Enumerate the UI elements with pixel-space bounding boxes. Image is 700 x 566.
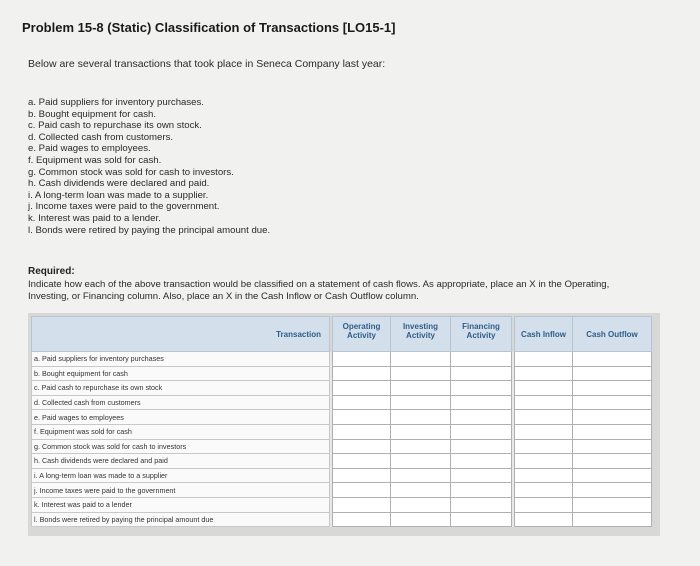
financing-input[interactable] [451, 512, 512, 527]
list-item: l. Bonds were retired by paying the principal amount due. [28, 224, 271, 236]
classification-table-container [28, 313, 660, 536]
cash-outflow-input[interactable] [573, 497, 652, 512]
cash-inflow-input[interactable] [515, 424, 573, 439]
header-operating: Operating Activity [333, 317, 391, 352]
investing-input[interactable] [391, 395, 451, 410]
cash-inflow-input[interactable] [515, 512, 573, 527]
financing-input[interactable] [451, 439, 512, 454]
investing-input[interactable] [391, 512, 451, 527]
financing-input[interactable] [451, 410, 512, 425]
cash-inflow-input[interactable] [515, 454, 573, 469]
list-item: a. Paid suppliers for inventory purchases. [28, 97, 204, 108]
financing-input[interactable] [451, 366, 512, 381]
list-item: h. Cash dividends were declared and paid. [28, 178, 210, 190]
transaction-label: e. Paid wages to employees [32, 410, 330, 425]
operating-input[interactable] [333, 454, 391, 469]
table-row [32, 424, 652, 439]
header-transaction: Transaction [32, 317, 330, 352]
transaction-list [28, 97, 270, 236]
problem-title: Problem 15-8 (Static) Classification of Transactions [LO15-1] [22, 20, 396, 35]
investing-input[interactable] [391, 366, 451, 381]
operating-input[interactable] [333, 512, 391, 527]
header-cash-inflow: Cash Inflow [515, 317, 573, 352]
cash-outflow-input[interactable] [573, 468, 652, 483]
cash-inflow-input[interactable] [515, 381, 573, 396]
list-item: b. Bought equipment for cash. [28, 108, 156, 120]
classification-table [31, 316, 652, 527]
list-item: i. A long-term loan was made to a supplier. [28, 189, 209, 201]
table-row [32, 439, 652, 454]
cash-outflow-input[interactable] [573, 381, 652, 396]
operating-input[interactable] [333, 352, 391, 367]
financing-input[interactable] [451, 483, 512, 498]
operating-input[interactable] [333, 497, 391, 512]
operating-input[interactable] [333, 410, 391, 425]
investing-input[interactable] [391, 468, 451, 483]
list-item: c. Paid cash to repurchase its own stock. [28, 120, 202, 132]
required-label: Required: [28, 266, 75, 277]
list-item: d. Collected cash from customers. [28, 131, 174, 143]
table-header-row [32, 317, 652, 352]
operating-input[interactable] [333, 366, 391, 381]
financing-input[interactable] [451, 395, 512, 410]
investing-input[interactable] [391, 497, 451, 512]
operating-input[interactable] [333, 395, 391, 410]
cash-inflow-input[interactable] [515, 439, 573, 454]
operating-input[interactable] [333, 424, 391, 439]
table-row [32, 395, 652, 410]
list-item: e. Paid wages to employees. [28, 143, 151, 155]
operating-input[interactable] [333, 483, 391, 498]
cash-outflow-input[interactable] [573, 483, 652, 498]
cash-outflow-input[interactable] [573, 410, 652, 425]
intro-text: Below are several transactions that took place in Seneca Company last year: [28, 58, 386, 70]
transaction-label: c. Paid cash to repurchase its own stock [32, 381, 330, 396]
investing-input[interactable] [391, 424, 451, 439]
financing-input[interactable] [451, 468, 512, 483]
table-row [32, 454, 652, 469]
financing-input[interactable] [451, 497, 512, 512]
instructions-text: Indicate how each of the above transaction would be classified on a statement of cash flows. As appropriate, place an X in the Operating, Investing, or Financing column. Also, place an X in the Cash Inflow or Cash Outflow column. [28, 279, 610, 302]
header-financing: Financing Activity [451, 317, 512, 352]
financing-input[interactable] [451, 381, 512, 396]
cash-inflow-input[interactable] [515, 497, 573, 512]
cash-outflow-input[interactable] [573, 512, 652, 527]
table-row [32, 352, 652, 367]
table-row [32, 366, 652, 381]
cash-outflow-input[interactable] [573, 454, 652, 469]
transaction-label: b. Bought equipment for cash [32, 366, 330, 381]
list-item: g. Common stock was sold for cash to investors. [28, 166, 234, 178]
investing-input[interactable] [391, 381, 451, 396]
cash-outflow-input[interactable] [573, 424, 652, 439]
investing-input[interactable] [391, 454, 451, 469]
transaction-label: g. Common stock was sold for cash to investors [32, 439, 330, 454]
financing-input[interactable] [451, 424, 512, 439]
cash-outflow-input[interactable] [573, 366, 652, 381]
transaction-label: f. Equipment was sold for cash [32, 424, 330, 439]
cash-inflow-input[interactable] [515, 468, 573, 483]
cash-inflow-input[interactable] [515, 410, 573, 425]
cash-inflow-input[interactable] [515, 352, 573, 367]
financing-input[interactable] [451, 454, 512, 469]
investing-input[interactable] [391, 352, 451, 367]
table-row [32, 512, 652, 527]
table-row [32, 497, 652, 512]
transaction-label: h. Cash dividends were declared and paid [32, 454, 330, 469]
list-item: k. Interest was paid to a lender. [28, 212, 161, 224]
header-investing: Investing Activity [391, 317, 451, 352]
operating-input[interactable] [333, 468, 391, 483]
cash-outflow-input[interactable] [573, 439, 652, 454]
financing-input[interactable] [451, 352, 512, 367]
operating-input[interactable] [333, 381, 391, 396]
cash-outflow-input[interactable] [573, 352, 652, 367]
investing-input[interactable] [391, 439, 451, 454]
cash-inflow-input[interactable] [515, 395, 573, 410]
investing-input[interactable] [391, 410, 451, 425]
table-row [32, 483, 652, 498]
cash-inflow-input[interactable] [515, 366, 573, 381]
table-row [32, 381, 652, 396]
cash-outflow-input[interactable] [573, 395, 652, 410]
transaction-label: j. Income taxes were paid to the government [32, 483, 330, 498]
list-item: f. Equipment was sold for cash. [28, 154, 162, 166]
investing-input[interactable] [391, 483, 451, 498]
table-row [32, 410, 652, 425]
operating-input[interactable] [333, 439, 391, 454]
table-row [32, 468, 652, 483]
list-item: j. Income taxes were paid to the government. [28, 201, 220, 213]
transaction-label: d. Collected cash from customers [32, 395, 330, 410]
header-cash-outflow: Cash Outflow [573, 317, 652, 352]
transaction-label: a. Paid suppliers for inventory purchases [32, 352, 330, 367]
transaction-label: k. Interest was paid to a lender [32, 497, 330, 512]
cash-inflow-input[interactable] [515, 483, 573, 498]
transaction-label: l. Bonds were retired by paying the principal amount due [32, 512, 330, 527]
transaction-label: i. A long-term loan was made to a supplier [32, 468, 330, 483]
